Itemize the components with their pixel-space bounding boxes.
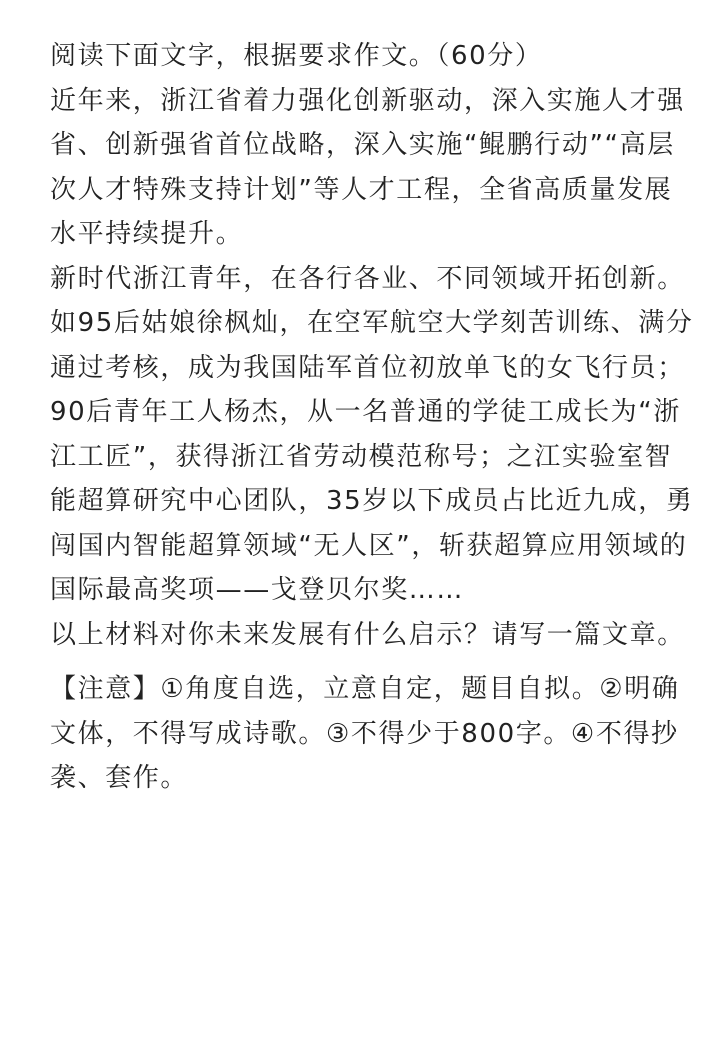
material-paragraph-2: 新时代浙江青年，在各行各业、不同领域开拓创新。如95后姑娘徐枫灿，在空军航空大学刻苦训练、满分通过考核，成为我国陆军首位初放单飞的女飞行员；90后青年工人杨杰，从一名普通的学徒工成长为“浙江工匠”，获得浙江省劳动模范称号；之江实验室智能超算研究中心团队，35岁以下成员占比近九成，勇闯国内智能超算领域“无人区”，斩获超算应用领域的国际最高奖项——戈登贝尔奖……: [50, 263, 694, 605]
writing-prompt: 以上材料对你未来发展有什么启示？请写一篇文章。: [50, 619, 685, 650]
requirements-note: 【注意】①角度自选，立意自定，题目自拟。②明确文体，不得写成诗歌。③不得少于800字。④不得抄袭、套作。: [50, 674, 680, 793]
material-paragraph-1: 近年来，浙江省着力强化创新驱动，深入实施人才强省、创新强省首位战略，深入实施“鲲鹏行动”“高层次人才特殊支持计划”等人才工程，全省高质量发展水平持续提升。: [50, 85, 685, 249]
instruction-line: 阅读下面文字，根据要求作文。（60分）: [50, 41, 543, 71]
essay-prompt-document: [50, 34, 694, 801]
